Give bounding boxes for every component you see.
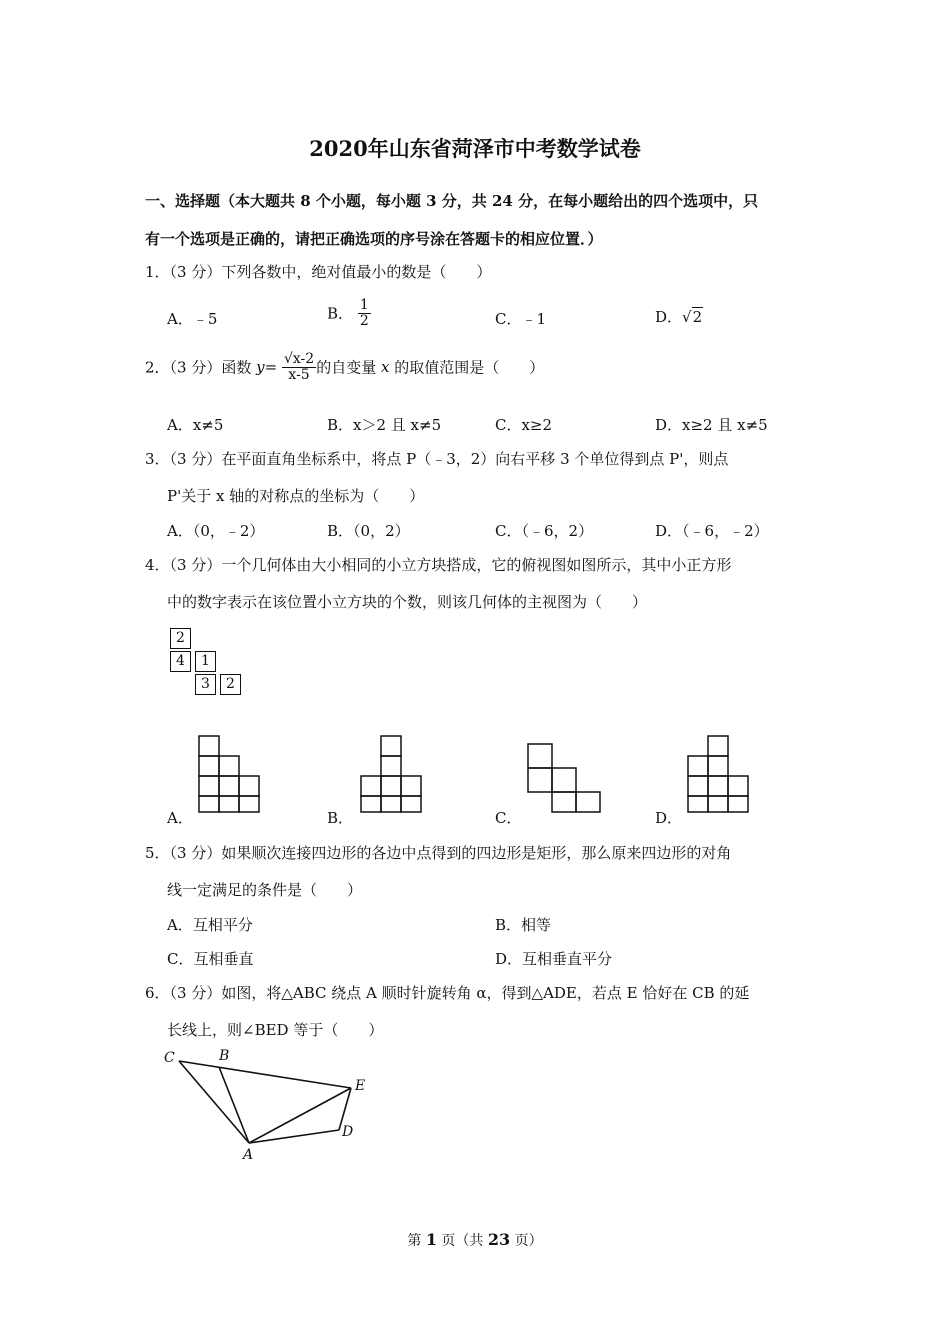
q5-option-b: B．相等 (495, 916, 552, 934)
q6-triangle-figure (155, 1040, 385, 1170)
top-view-cell: 2 (220, 674, 241, 695)
q2-text2: 的取值范围是（ ） (389, 358, 545, 377)
top-view-cell: 1 (195, 651, 216, 672)
top-view-cell: 2 (170, 628, 191, 649)
footer-prefix: 第 (407, 1233, 426, 1249)
q4-front-view-b (357, 732, 427, 816)
q2-prefix: 2．（3 分）函数 (145, 358, 257, 377)
page-number: 1 (425, 1230, 437, 1249)
question-4-line2: 中的数字表示在该位置小立方块的个数，则该几何体的主视图为（ ） (167, 593, 648, 611)
q4-front-view-a (195, 732, 265, 816)
top-view-cell: 4 (170, 651, 191, 672)
page-title: 2020年山东省菏泽市中考数学试卷 (309, 136, 641, 161)
q6-label-b: B (219, 1048, 230, 1064)
q4-front-view-c (524, 740, 608, 816)
footer-suffix: 页） (510, 1233, 543, 1249)
total-pages: 23 (487, 1230, 511, 1249)
question-1-stem: 1．（3 分）下列各数中，绝对值最小的数是（ ） (145, 263, 492, 281)
question-6-line1: 6．（3 分）如图，将△ABC 绕点 A 顺时针旋转角 α，得到△ADE，若点 E 恰好在 CB 的延 (145, 984, 750, 1002)
q1-option-d (655, 306, 703, 327)
q1-option-b-label: B． (327, 304, 354, 323)
question-5-line1: 5．（3 分）如果顺次连接四边形的各边中点得到的四边形是矩形，那么原来四边形的对角 (145, 844, 732, 862)
q1-option-d-label: D． (655, 308, 683, 326)
q4-option-a: A． (167, 809, 193, 827)
question-3-line1: 3．（3 分）在平面直角坐标系中，将点 P（﹣3，2）向右平移 3 个单位得到点 P'，则点 (145, 450, 729, 468)
section-heading-line1: 一、选择题（本大题共 8 个小题，每小题 3 分，共 24 分，在每小题给出的四个选项中，只 (145, 192, 759, 210)
q2-option-a: A．x≠5 (167, 416, 224, 434)
q3-option-c: C．（﹣6，2） (495, 522, 594, 540)
q1-fraction-numerator: 1 (359, 297, 369, 313)
q3-option-a: A．（0，﹣2） (167, 522, 265, 540)
q2-variable-y: y (256, 358, 265, 377)
question-4-line1: 4．（3 分）一个几何体由大小相同的小立方块搭成，它的俯视图如图所示，其中小正方形 (145, 556, 732, 574)
q1-fraction-denominator: 2 (359, 312, 369, 329)
q3-option-b: B．（0，2） (327, 522, 410, 540)
page-footer (0, 1230, 950, 1250)
q2-numerator: √x-2 (283, 351, 315, 367)
q6-label-c: C (164, 1050, 175, 1066)
footer-middle: 页（共 (436, 1233, 488, 1249)
section-heading-line2: 有一个选项是正确的，请把正确选项的序号涂在答题卡的相应位置．） (145, 230, 603, 248)
q4-front-view-d (684, 732, 754, 816)
q2-option-c: C．x≥2 (495, 416, 553, 434)
question-2-stem (145, 352, 544, 382)
q2-denominator: x-5 (288, 366, 310, 383)
q6-label-e: E (355, 1078, 366, 1094)
question-6-line2: 长线上，则∠BED 等于（ ） (167, 1021, 384, 1039)
top-view-cell: 3 (195, 674, 216, 695)
q2-option-d: D．x≥2 且 x≠5 (655, 416, 768, 434)
q1-option-a: A．﹣5 (167, 310, 218, 328)
q4-option-b: B． (327, 809, 354, 827)
question-5-line2: 线一定满足的条件是（ ） (167, 881, 363, 899)
q1-radicand: 2 (692, 308, 703, 326)
q5-option-c: C．互相垂直 (167, 950, 254, 968)
sqrt-sign: √ (682, 308, 692, 326)
q6-label-a: A (243, 1147, 254, 1163)
q6-label-d: D (342, 1124, 354, 1140)
q2-equals: = (264, 358, 278, 377)
q3-option-d: D．（﹣6，﹣2） (655, 522, 769, 540)
q1-fraction (358, 298, 371, 328)
q5-option-a: A．互相平分 (167, 916, 253, 934)
question-3-line2: P'关于 x 轴的对称点的坐标为（ ） (167, 487, 425, 505)
q1-option-b (327, 298, 371, 328)
q2-fraction (282, 352, 316, 382)
q2-text1: 的自变量 (316, 358, 381, 377)
q2-variable-x: x (380, 358, 390, 377)
q4-option-d: D． (655, 809, 683, 827)
q5-option-d: D．互相垂直平分 (495, 950, 613, 968)
q4-option-c: C． (495, 809, 522, 827)
q2-option-b: B．x＞2 且 x≠5 (327, 416, 442, 434)
q1-option-c: C．﹣1 (495, 310, 547, 328)
